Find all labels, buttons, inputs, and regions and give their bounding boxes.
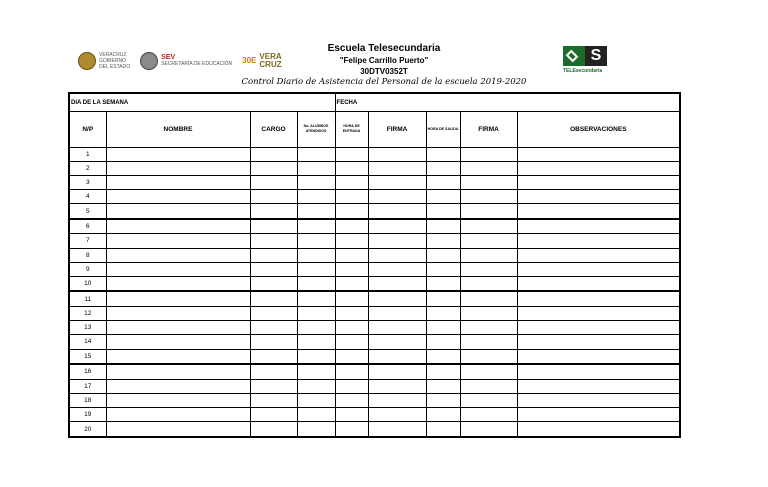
entrada-cell[interactable] xyxy=(335,422,368,437)
nombre-cell[interactable] xyxy=(106,335,250,349)
cargo-cell[interactable] xyxy=(250,219,297,234)
nombre-cell[interactable] xyxy=(106,248,250,262)
firma-salida-cell[interactable] xyxy=(460,291,517,306)
firma-entrada-cell[interactable] xyxy=(368,262,426,276)
entrada-cell[interactable] xyxy=(335,190,368,204)
firma-salida-cell[interactable] xyxy=(460,364,517,379)
table-row xyxy=(69,147,680,161)
row-number: 14 xyxy=(69,335,106,349)
veracruz-logo-line3: DEL ESTADO xyxy=(99,64,131,70)
salida-cell[interactable] xyxy=(426,291,460,306)
alumnos-cell[interactable] xyxy=(297,262,335,276)
salida-cell[interactable] xyxy=(426,161,460,175)
table-row xyxy=(69,234,680,248)
tele-diamond-icon xyxy=(563,46,585,66)
col-header-np: N/P xyxy=(69,112,106,147)
alumnos-cell[interactable] xyxy=(297,408,335,422)
table-row xyxy=(69,422,680,437)
alumnos-cell[interactable] xyxy=(297,276,335,291)
observaciones-cell[interactable] xyxy=(517,175,680,189)
table-row xyxy=(69,204,680,219)
observaciones-cell[interactable] xyxy=(517,234,680,248)
cargo-cell[interactable] xyxy=(250,161,297,175)
firma-salida-cell[interactable] xyxy=(460,190,517,204)
observaciones-cell[interactable] xyxy=(517,393,680,407)
salida-cell[interactable] xyxy=(426,422,460,437)
row-number: 17 xyxy=(69,379,106,393)
row-number: 12 xyxy=(69,307,106,321)
row-number: 6 xyxy=(69,219,106,234)
alumnos-cell[interactable] xyxy=(297,204,335,219)
nombre-cell[interactable] xyxy=(106,291,250,306)
table-row xyxy=(69,379,680,393)
entrada-cell[interactable] xyxy=(335,364,368,379)
entrada-cell[interactable] xyxy=(335,335,368,349)
cargo-cell[interactable] xyxy=(250,175,297,189)
nombre-cell[interactable] xyxy=(106,393,250,407)
alumnos-cell[interactable] xyxy=(297,307,335,321)
firma-salida-cell[interactable] xyxy=(460,147,517,161)
nombre-cell[interactable] xyxy=(106,276,250,291)
nombre-cell[interactable] xyxy=(106,364,250,379)
salida-cell[interactable] xyxy=(426,262,460,276)
table-row xyxy=(69,335,680,349)
firma-salida-cell[interactable] xyxy=(460,276,517,291)
entrada-cell[interactable] xyxy=(335,379,368,393)
entrada-cell[interactable] xyxy=(335,147,368,161)
table-row xyxy=(69,349,680,364)
firma-entrada-cell[interactable] xyxy=(368,219,426,234)
col-header-salida: HORA DE SALIDA xyxy=(426,112,460,147)
veracruz-logo-line2: GOBIERNO xyxy=(99,58,126,64)
observaciones-cell[interactable] xyxy=(517,291,680,306)
salida-cell[interactable] xyxy=(426,393,460,407)
cargo-cell[interactable] xyxy=(250,204,297,219)
observaciones-cell[interactable] xyxy=(517,262,680,276)
alumnos-cell[interactable] xyxy=(297,393,335,407)
entrada-cell[interactable] xyxy=(335,276,368,291)
firma-salida-cell[interactable] xyxy=(460,234,517,248)
salida-cell[interactable] xyxy=(426,349,460,364)
salida-cell[interactable] xyxy=(426,364,460,379)
cargo-cell[interactable] xyxy=(250,276,297,291)
vera-prefix: 30E xyxy=(242,56,257,65)
firma-salida-cell[interactable] xyxy=(460,262,517,276)
firma-entrada-cell[interactable] xyxy=(368,393,426,407)
observaciones-cell[interactable] xyxy=(517,276,680,291)
observaciones-cell[interactable] xyxy=(517,161,680,175)
nombre-cell[interactable] xyxy=(106,175,250,189)
observaciones-cell[interactable] xyxy=(517,204,680,219)
alumnos-cell[interactable] xyxy=(297,364,335,379)
salida-cell[interactable] xyxy=(426,335,460,349)
firma-salida-cell[interactable] xyxy=(460,321,517,335)
observaciones-cell[interactable] xyxy=(517,190,680,204)
date-label: FECHA xyxy=(335,93,680,112)
tele-s-icon: S xyxy=(585,46,607,66)
col-header-firma-salida: FIRMA xyxy=(460,112,517,147)
cargo-cell[interactable] xyxy=(250,364,297,379)
nombre-cell[interactable] xyxy=(106,379,250,393)
table-row xyxy=(69,307,680,321)
alumnos-cell[interactable] xyxy=(297,291,335,306)
cargo-cell[interactable] xyxy=(250,321,297,335)
alumnos-cell[interactable] xyxy=(297,321,335,335)
row-number: 5 xyxy=(69,204,106,219)
firma-entrada-cell[interactable] xyxy=(368,190,426,204)
salida-cell[interactable] xyxy=(426,248,460,262)
table-row xyxy=(69,393,680,407)
firma-entrada-cell[interactable] xyxy=(368,234,426,248)
row-number: 19 xyxy=(69,408,106,422)
table-row xyxy=(69,291,680,306)
col-header-alumnos: No. ALUMNOS ATENDIDOS xyxy=(297,112,335,147)
telesecundaria-logo-text: TELEsecundaria xyxy=(563,68,603,74)
row-number: 11 xyxy=(69,291,106,306)
alumnos-cell[interactable] xyxy=(297,335,335,349)
nombre-cell[interactable] xyxy=(106,190,250,204)
observaciones-cell[interactable] xyxy=(517,307,680,321)
telesecundaria-logo xyxy=(563,46,607,74)
salida-cell[interactable] xyxy=(426,234,460,248)
entrada-cell[interactable] xyxy=(335,291,368,306)
salida-cell[interactable] xyxy=(426,190,460,204)
firma-salida-cell[interactable] xyxy=(460,408,517,422)
firma-entrada-cell[interactable] xyxy=(368,248,426,262)
firma-salida-cell[interactable] xyxy=(460,204,517,219)
col-header-observaciones: OBSERVACIONES xyxy=(517,112,680,147)
alumnos-cell[interactable] xyxy=(297,379,335,393)
vera-logo-line2: CRUZ xyxy=(259,60,282,69)
entrada-cell[interactable] xyxy=(335,248,368,262)
row-number: 4 xyxy=(69,190,106,204)
salida-cell[interactable] xyxy=(426,175,460,189)
alumnos-cell[interactable] xyxy=(297,349,335,364)
row-number: 16 xyxy=(69,364,106,379)
entrada-cell[interactable] xyxy=(335,408,368,422)
cargo-cell[interactable] xyxy=(250,379,297,393)
table-row xyxy=(69,219,680,234)
table-row xyxy=(69,190,680,204)
table-row xyxy=(69,408,680,422)
salida-cell[interactable] xyxy=(426,321,460,335)
veracruz-logo-line1: VERACRUZ xyxy=(99,52,127,58)
attendance-table xyxy=(68,92,681,438)
nombre-cell[interactable] xyxy=(106,307,250,321)
observaciones-cell[interactable] xyxy=(517,349,680,364)
firma-entrada-cell[interactable] xyxy=(368,335,426,349)
day-of-week-label: DIA DE LA SEMANA xyxy=(69,93,335,112)
school-cct: 30DTV0352T xyxy=(360,67,408,76)
entrada-cell[interactable] xyxy=(335,234,368,248)
table-meta-row xyxy=(69,93,680,112)
entrada-cell[interactable] xyxy=(335,262,368,276)
nombre-cell[interactable] xyxy=(106,321,250,335)
cargo-cell[interactable] xyxy=(250,422,297,437)
nombre-cell[interactable] xyxy=(106,147,250,161)
firma-salida-cell[interactable] xyxy=(460,349,517,364)
firma-entrada-cell[interactable] xyxy=(368,364,426,379)
firma-salida-cell[interactable] xyxy=(460,422,517,437)
table-row xyxy=(69,276,680,291)
row-number: 9 xyxy=(69,262,106,276)
table-row xyxy=(69,161,680,175)
table-row xyxy=(69,321,680,335)
salida-cell[interactable] xyxy=(426,408,460,422)
cargo-cell[interactable] xyxy=(250,147,297,161)
alumnos-cell[interactable] xyxy=(297,422,335,437)
observaciones-cell[interactable] xyxy=(517,321,680,335)
nombre-cell[interactable] xyxy=(106,219,250,234)
entrada-cell[interactable] xyxy=(335,349,368,364)
vera-logo-line1: VERA xyxy=(259,52,282,61)
entrada-cell[interactable] xyxy=(335,307,368,321)
salida-cell[interactable] xyxy=(426,276,460,291)
school-type: Escuela Telesecundaria xyxy=(327,43,441,54)
entrada-cell[interactable] xyxy=(335,393,368,407)
nombre-cell[interactable] xyxy=(106,161,250,175)
alumnos-cell[interactable] xyxy=(297,234,335,248)
row-number: 2 xyxy=(69,161,106,175)
alumnos-cell[interactable] xyxy=(297,190,335,204)
firma-entrada-cell[interactable] xyxy=(368,161,426,175)
nombre-cell[interactable] xyxy=(106,422,250,437)
entrada-cell[interactable] xyxy=(335,204,368,219)
firma-entrada-cell[interactable] xyxy=(368,307,426,321)
observaciones-cell[interactable] xyxy=(517,408,680,422)
salida-cell[interactable] xyxy=(426,147,460,161)
alumnos-cell[interactable] xyxy=(297,147,335,161)
firma-salida-cell[interactable] xyxy=(460,161,517,175)
alumnos-cell[interactable] xyxy=(297,219,335,234)
alumnos-cell[interactable] xyxy=(297,248,335,262)
entrada-cell[interactable] xyxy=(335,219,368,234)
nombre-cell[interactable] xyxy=(106,408,250,422)
nombre-cell[interactable] xyxy=(106,234,250,248)
firma-entrada-cell[interactable] xyxy=(368,276,426,291)
firma-entrada-cell[interactable] xyxy=(368,204,426,219)
row-number: 3 xyxy=(69,175,106,189)
firma-salida-cell[interactable] xyxy=(460,175,517,189)
table-header-row xyxy=(69,112,680,147)
col-header-cargo: CARGO xyxy=(250,112,297,147)
firma-entrada-cell[interactable] xyxy=(368,408,426,422)
salida-cell[interactable] xyxy=(426,219,460,234)
row-number: 8 xyxy=(69,248,106,262)
cargo-cell[interactable] xyxy=(250,291,297,306)
table-row xyxy=(69,262,680,276)
row-number: 18 xyxy=(69,393,106,407)
cargo-cell[interactable] xyxy=(250,335,297,349)
cargo-cell[interactable] xyxy=(250,262,297,276)
entrada-cell[interactable] xyxy=(335,321,368,335)
table-row xyxy=(69,364,680,379)
cargo-cell[interactable] xyxy=(250,307,297,321)
row-number: 10 xyxy=(69,276,106,291)
observaciones-cell[interactable] xyxy=(517,219,680,234)
col-header-firma-entrada: FIRMA xyxy=(368,112,426,147)
observaciones-cell[interactable] xyxy=(517,147,680,161)
salida-cell[interactable] xyxy=(426,379,460,393)
cargo-cell[interactable] xyxy=(250,349,297,364)
firma-entrada-cell[interactable] xyxy=(368,147,426,161)
nombre-cell[interactable] xyxy=(106,349,250,364)
observaciones-cell[interactable] xyxy=(517,364,680,379)
firma-salida-cell[interactable] xyxy=(460,393,517,407)
firma-entrada-cell[interactable] xyxy=(368,291,426,306)
sev-logo-subtext: SECRETARÍA DE EDUCACIÓN xyxy=(161,61,233,67)
observaciones-cell[interactable] xyxy=(517,422,680,437)
nombre-cell[interactable] xyxy=(106,262,250,276)
row-number: 13 xyxy=(69,321,106,335)
nombre-cell[interactable] xyxy=(106,204,250,219)
cargo-cell[interactable] xyxy=(250,248,297,262)
entrada-cell[interactable] xyxy=(335,175,368,189)
salida-cell[interactable] xyxy=(426,204,460,219)
observaciones-cell[interactable] xyxy=(517,248,680,262)
cargo-cell[interactable] xyxy=(250,190,297,204)
col-header-entrada: HORA DE ENTRADA xyxy=(335,112,368,147)
entrada-cell[interactable] xyxy=(335,161,368,175)
row-number: 7 xyxy=(69,234,106,248)
table-row xyxy=(69,175,680,189)
firma-entrada-cell[interactable] xyxy=(368,422,426,437)
col-header-nombre: NOMBRE xyxy=(106,112,250,147)
firma-entrada-cell[interactable] xyxy=(368,175,426,189)
salida-cell[interactable] xyxy=(426,307,460,321)
observaciones-cell[interactable] xyxy=(517,379,680,393)
row-number: 1 xyxy=(69,147,106,161)
cargo-cell[interactable] xyxy=(250,234,297,248)
firma-entrada-cell[interactable] xyxy=(368,321,426,335)
firma-salida-cell[interactable] xyxy=(460,219,517,234)
firma-entrada-cell[interactable] xyxy=(368,349,426,364)
firma-salida-cell[interactable] xyxy=(460,307,517,321)
cargo-cell[interactable] xyxy=(250,393,297,407)
cargo-cell[interactable] xyxy=(250,408,297,422)
observaciones-cell[interactable] xyxy=(517,335,680,349)
firma-salida-cell[interactable] xyxy=(460,379,517,393)
row-number: 15 xyxy=(69,349,106,364)
school-name: "Felipe Carrillo Puerto" xyxy=(339,56,429,65)
firma-entrada-cell[interactable] xyxy=(368,379,426,393)
document-title: Control Diario de Asistencia del Personal de la escuela 2019-2020 xyxy=(241,77,527,87)
row-number: 20 xyxy=(69,422,106,437)
alumnos-cell[interactable] xyxy=(297,161,335,175)
school-header xyxy=(0,42,768,77)
firma-salida-cell[interactable] xyxy=(460,335,517,349)
alumnos-cell[interactable] xyxy=(297,175,335,189)
table-row xyxy=(69,248,680,262)
sev-logo-text: SEV xyxy=(161,54,176,61)
firma-salida-cell[interactable] xyxy=(460,248,517,262)
